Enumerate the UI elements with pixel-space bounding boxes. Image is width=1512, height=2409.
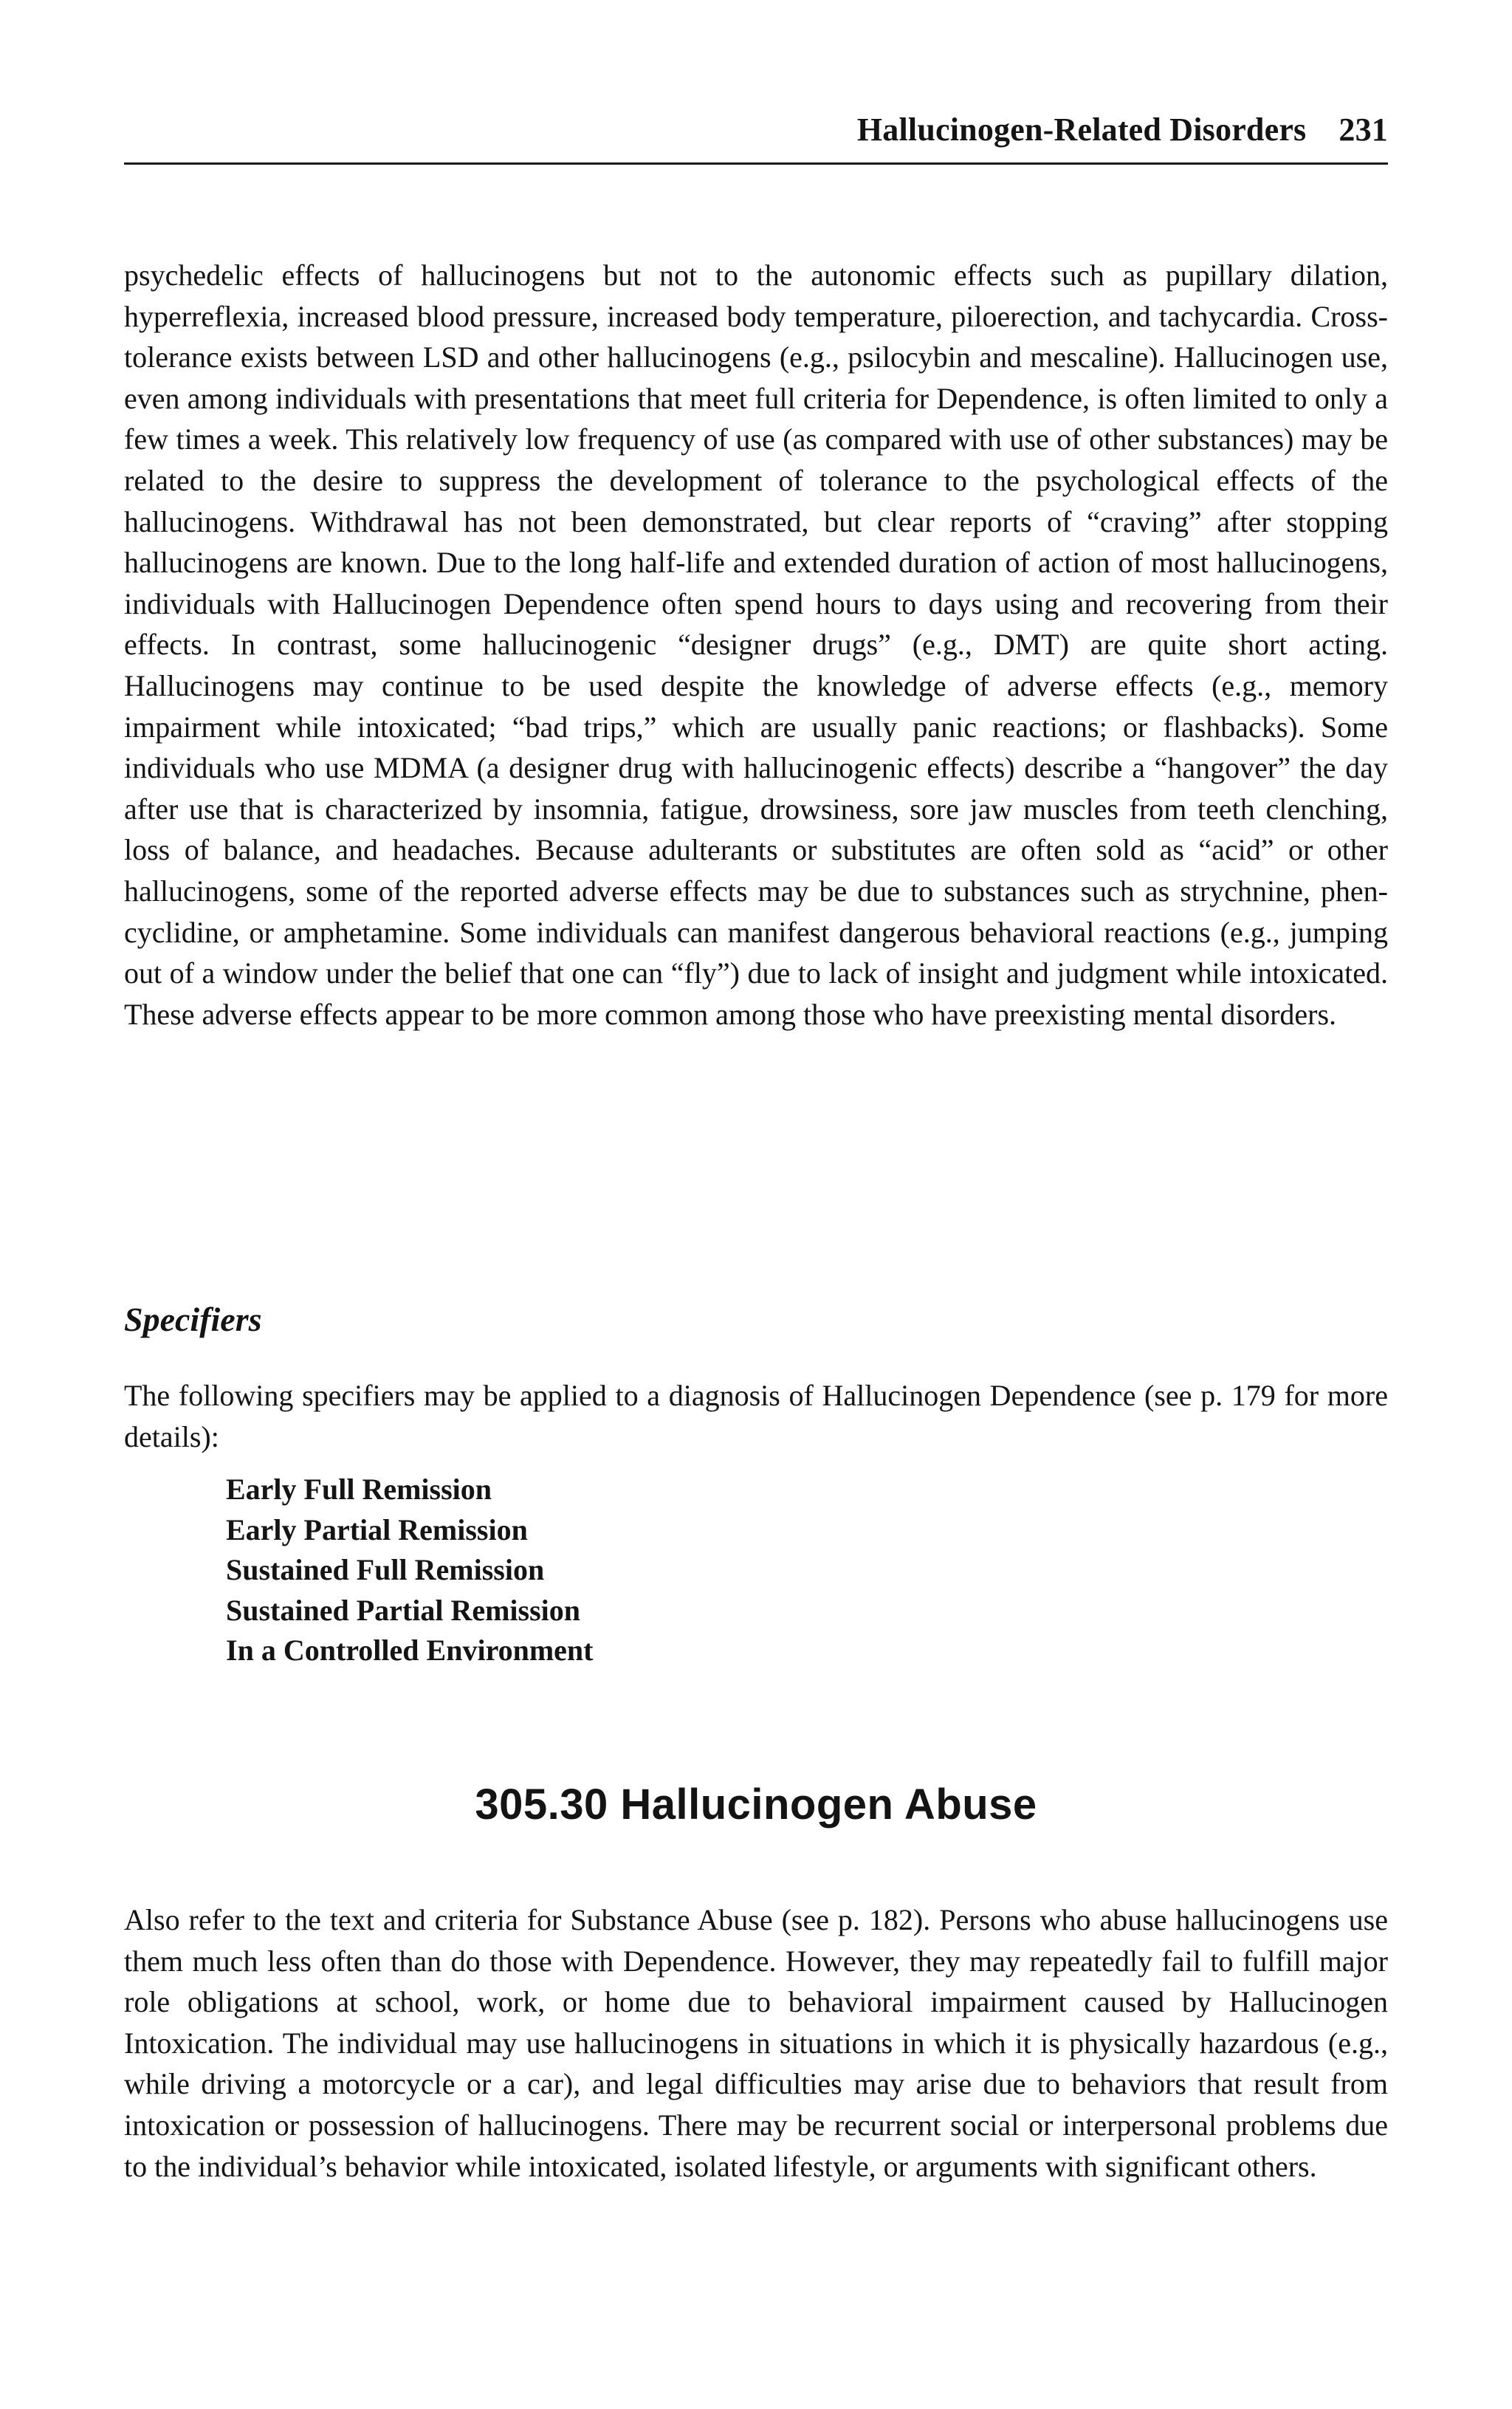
specifier-list bbox=[226, 1470, 593, 1671]
specifier-item: In a Controlled Environment bbox=[226, 1634, 594, 1667]
running-title: Hallucinogen-Related Disorders bbox=[856, 112, 1307, 148]
specifiers-heading: Specifiers bbox=[124, 1301, 262, 1338]
body-paragraph-continued: psychedelic effects of hallucinogens but not to the autonomic effects such as pupillary dilation, hyperreflexia, increased blood pressure, increased body temperature, piloerection, and tachycardia. Cross-tolerance exists between LSD and other hallucinogens (e.g., psilocybin and mescaline). Hallucinogen use, even among individuals with presentations that meet full criteria for Dependence, is often limited to only a few times a week. This relatively low frequency of use (as compared with use of other substances) may be related to the desire to suppress the development of tolerance to the psychological effects of the hallucinogens. Withdrawal has not been demonstrated, but clear reports of “craving” after stopping hallucinogens are known. Due to the long half-life and extended duration of action of most hallucinogens, individuals with Hallucinogen Dependence often spend hours to days using and recovering from their effects. In contrast, some hallucinogenic “designer drugs” (e.g., DMT) are quite short acting. Hallucinogens may continue to be used despite the knowledge of adverse effects (e.g., memory impairment while intoxicated; “bad trips,” which are usually panic reactions; or flashbacks). Some individuals who use MDMA (a designer drug with hallucinogenic effects) describe a “hangover” the day after use that is characterized by insomnia, fatigue, drowsiness, sore jaw muscles from teeth clenching, loss of balance, and headaches. Because adulterants or substitutes are often sold as “acid” or other hallucinogens, some of the reported adverse effects may be due to substances such as strychnine, phencyclidine, or amphetamine. Some individuals can manifest dangerous behavioral reactions (e.g., jumping out of a window under the belief that one can “fly”) due to lack of insight and judgment while intoxicated. These adverse effects appear to be more common among those who have preexisting mental disorders. bbox=[124, 258, 1388, 1031]
page-number: 231 bbox=[1339, 112, 1388, 148]
specifier-item: Sustained Partial Remission bbox=[226, 1593, 581, 1627]
specifier-item: Sustained Full Remission bbox=[226, 1553, 545, 1586]
running-header bbox=[124, 111, 1388, 148]
hallucinogen-abuse-paragraph: Also refer to the text and criteria for Substance Abuse (see p. 182). Persons who abuse hallucinogens use them much less often than do those with Dependence. However, they may repeatedly fail to fulfill major role obligations at school, work, or home due to behavioral impairment caused by Hallucinogen Intoxication. The individual may use hallucinogens in situations in which it is physically hazardous (e.g., while driving a motorcycle or a car), and legal difficulties may arise due to behaviors that result from intoxication or possession of hallucinogens. There may be recurrent social or interpersonal problems due to the individual’s behavior while intoxicated, isolated lifestyle, or arguments with significant others. bbox=[124, 1903, 1388, 2183]
hallucinogen-abuse-title: 305.30 Hallucinogen Abuse bbox=[475, 1781, 1037, 1829]
specifiers-intro: The following specifiers may be applied to a diagnosis of Hallucinogen Dependence (see p. 179 for more details): bbox=[124, 1379, 1388, 1453]
specifier-item: Early Full Remission bbox=[226, 1473, 492, 1506]
book-page bbox=[124, 0, 1388, 2409]
header-rule bbox=[124, 162, 1388, 165]
specifier-item: Early Partial Remission bbox=[226, 1512, 528, 1546]
